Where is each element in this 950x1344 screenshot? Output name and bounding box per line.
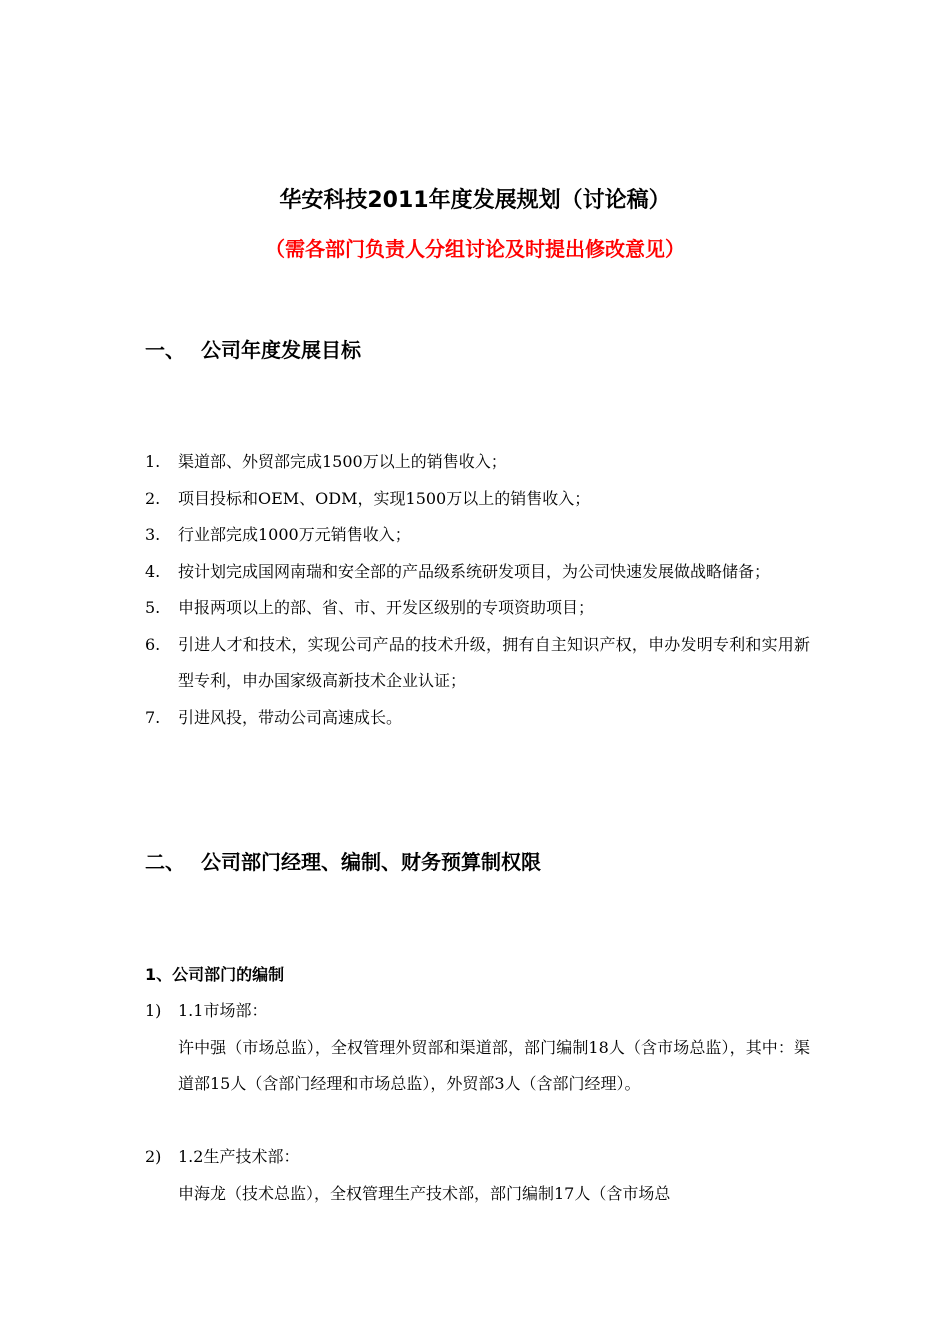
list-item <box>145 700 810 737</box>
list-item-text: 引进风投，带动公司高速成长。 <box>178 707 403 727</box>
department-item-2 <box>145 1139 810 1212</box>
list-marker: 1. <box>145 452 161 471</box>
list-marker: 2. <box>145 488 161 508</box>
section-2-title: 公司部门经理、编制、财务预算制权限 <box>201 850 541 874</box>
department-description: 许中强（市场总监），全权管理外贸部和渠道部，部门编制18人（含市场总监），其中：渠道部15人（含部门经理和市场总监），外贸部3人（含部门经理）。 <box>178 1037 810 1093</box>
section-2-heading <box>145 846 541 878</box>
list-item-text: 项目投标和OEM、ODM，实现1500万以上的销售收入； <box>178 488 591 508</box>
section-2-subheading: 1、公司部门的编制 <box>145 965 285 984</box>
list-marker: 7. <box>145 707 161 727</box>
goals-list <box>145 444 810 736</box>
list-item-text: 引进人才和技术，实现公司产品的技术升级，拥有自主知识产权，申办发明专利和实用新型专利，申办国家级高新技术企业认证； <box>178 634 810 690</box>
document-title: 华安科技2011年度发展规划（讨论稿） <box>279 188 671 213</box>
department-item-head <box>145 1139 810 1176</box>
department-name: 1.1市场部： <box>178 1001 268 1020</box>
list-item-text: 渠道部、外贸部完成1500万以上的销售收入； <box>178 452 507 471</box>
department-description: 申海龙（技术总监），全权管理生产技术部，部门编制17人（含市场总 <box>178 1183 671 1203</box>
department-item-1 <box>145 993 810 1103</box>
section-1-heading <box>145 334 361 366</box>
department-name: 1.2生产技术部： <box>178 1147 300 1166</box>
section-1-number: 一、 <box>145 338 185 362</box>
list-item <box>145 444 810 481</box>
section-2-number: 二、 <box>145 850 185 874</box>
section-1-title: 公司年度发展目标 <box>201 338 361 362</box>
department-item-head <box>145 993 810 1030</box>
department-marker: 1) <box>145 1001 162 1020</box>
department-marker: 2) <box>145 1147 162 1166</box>
list-item-text: 按计划完成国网南瑞和安全部的产品级系统研发项目，为公司快速发展做战略储备； <box>178 561 771 581</box>
list-item <box>145 481 810 518</box>
list-item-text: 申报两项以上的部、省、市、开发区级别的专项资助项目； <box>178 598 595 617</box>
list-marker: 5. <box>145 598 161 617</box>
list-item <box>145 554 810 591</box>
list-marker: 6. <box>145 634 161 654</box>
list-marker: 4. <box>145 561 161 581</box>
list-item <box>145 517 810 554</box>
list-item <box>145 627 810 700</box>
document-subtitle: （需各部门负责人分组讨论及时提出修改意见） <box>265 237 685 261</box>
list-item <box>145 590 810 627</box>
list-item-text: 行业部完成1000万元销售收入； <box>178 525 411 544</box>
list-marker: 3. <box>145 525 161 544</box>
